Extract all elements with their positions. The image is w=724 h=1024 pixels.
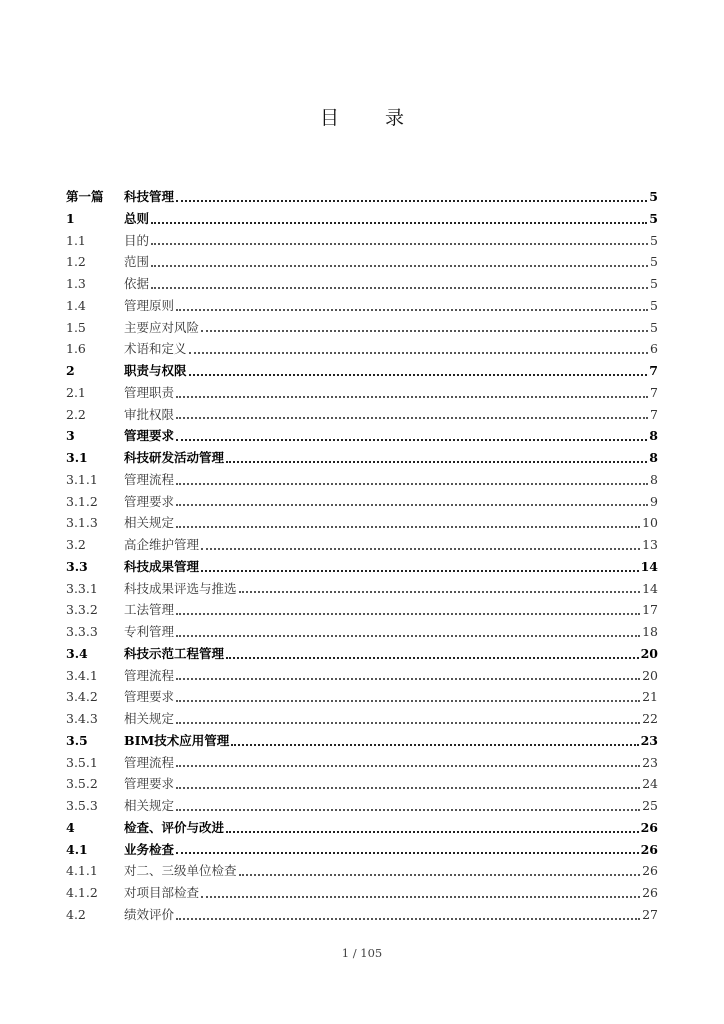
dot-leader — [176, 309, 648, 311]
toc-entry-page: 26 — [640, 819, 658, 835]
toc-entry-page: 22 — [642, 711, 658, 726]
toc-entry-number: 3.4.3 — [66, 711, 98, 726]
toc-entry-title: 科技管理 — [124, 189, 175, 204]
toc-entry-number: 第一篇 — [66, 189, 104, 204]
dot-leader — [201, 330, 648, 332]
toc-entry-title: 科技研发活动管理 — [124, 450, 225, 465]
toc-entry-number: 3.3.1 — [66, 580, 98, 596]
toc-entry-number: 3.4.1 — [66, 667, 98, 683]
toc-entry[interactable] — [66, 512, 658, 534]
toc-entry[interactable] — [66, 708, 658, 730]
dot-leader — [226, 461, 647, 463]
toc-entry[interactable] — [66, 730, 658, 752]
toc-entry[interactable] — [66, 251, 658, 273]
toc-entry[interactable] — [66, 273, 658, 295]
toc-entry-number: 3.1 — [66, 450, 88, 465]
toc-entry-number: 3.1.2 — [66, 493, 98, 509]
toc-entry-number: 3 — [66, 428, 75, 444]
dot-leader — [151, 243, 648, 245]
dot-leader — [176, 417, 648, 419]
dot-leader — [189, 374, 648, 376]
toc-entry-page: 5 — [649, 189, 658, 204]
dot-leader — [176, 700, 640, 702]
dot-leader — [176, 613, 640, 615]
toc-entry-title: BIM技术应用管理 — [124, 732, 230, 748]
toc-entry-page: 7 — [650, 384, 658, 400]
toc-entry-number: 1.3 — [66, 276, 86, 291]
toc-entry-page: 26 — [642, 885, 658, 900]
toc-entry[interactable] — [66, 360, 658, 382]
toc-entry-title: 科技成果管理 — [124, 558, 200, 574]
toc-entry[interactable] — [66, 643, 658, 665]
dot-leader — [176, 504, 648, 506]
toc-entry[interactable] — [66, 839, 658, 861]
toc-entry-title: 对二、三级单位检查 — [124, 863, 237, 879]
toc-entry[interactable] — [66, 295, 658, 317]
toc-entry-page: 8 — [649, 450, 658, 465]
dot-leader — [226, 657, 639, 659]
toc-entry-title: 对项目部检查 — [124, 885, 200, 900]
toc-entry-page: 8 — [649, 428, 658, 444]
toc-entry-page: 9 — [650, 493, 658, 509]
toc-entry-page: 5 — [650, 276, 658, 291]
toc-entry[interactable] — [66, 230, 658, 252]
dot-leader — [176, 678, 640, 680]
dot-leader — [239, 874, 641, 876]
dot-leader — [189, 352, 648, 354]
toc-entry[interactable] — [66, 904, 658, 926]
toc-entry-page: 5 — [649, 210, 658, 226]
toc-entry-page: 14 — [640, 558, 658, 574]
toc-entry-number: 3.4.2 — [66, 689, 98, 705]
toc-entry-page: 24 — [642, 776, 658, 792]
dot-leader — [239, 591, 641, 593]
toc-entry-number: 3.3.3 — [66, 624, 98, 639]
dot-leader — [201, 548, 640, 550]
page-footer: 1 / 105 — [341, 946, 383, 960]
toc-entry-title: 管理要求 — [124, 689, 175, 705]
toc-entry-title: 审批权限 — [124, 406, 175, 422]
dot-leader — [176, 765, 640, 767]
toc-entry-number: 3.5.2 — [66, 776, 98, 792]
toc-entry-title: 高企维护管理 — [124, 537, 200, 552]
toc-entry[interactable] — [66, 382, 658, 404]
toc-entry-page: 17 — [642, 602, 658, 618]
toc-entry-title: 管理流程 — [124, 754, 175, 770]
toc-entry-title: 相关规定 — [124, 798, 175, 813]
toc-entry-number: 4 — [66, 819, 75, 835]
toc-entry-page: 7 — [649, 363, 658, 378]
dot-leader — [226, 831, 639, 833]
dot-leader — [176, 200, 647, 202]
toc-entry[interactable] — [66, 795, 658, 817]
toc-entry-title: 主要应对风险 — [124, 319, 200, 335]
toc-entry-page: 5 — [650, 319, 658, 335]
toc-entry-title: 科技示范工程管理 — [124, 645, 225, 661]
toc-entry[interactable] — [66, 621, 658, 643]
toc-entry-number: 4.2 — [66, 906, 86, 922]
dot-leader — [176, 635, 640, 637]
toc-entry-page: 8 — [650, 471, 658, 487]
toc-entry-page: 14 — [642, 580, 658, 596]
toc-entry-title: 管理要求 — [124, 776, 175, 792]
toc-entry-number: 2.1 — [66, 384, 86, 400]
toc-entry-number: 3.5.1 — [66, 754, 98, 770]
dot-leader — [176, 918, 640, 920]
toc-entry-page: 10 — [642, 515, 658, 531]
dot-leader — [176, 483, 648, 485]
toc-entry[interactable] — [66, 208, 658, 230]
toc-title: 目 录 — [319, 107, 425, 129]
dot-leader — [151, 265, 648, 267]
toc-entry-number: 3.5.3 — [66, 798, 98, 813]
toc-entry-number: 4.1.2 — [66, 885, 98, 900]
dot-leader — [176, 852, 639, 854]
toc-entry[interactable] — [66, 599, 658, 621]
toc-entry-title: 工法管理 — [124, 602, 175, 618]
toc-entry-page: 7 — [650, 406, 658, 422]
toc-entry-title: 专利管理 — [124, 624, 175, 639]
toc-entry-number: 3.2 — [66, 537, 86, 552]
toc-entry-title: 绩效评价 — [124, 906, 175, 922]
toc-entry-number: 3.1.1 — [66, 471, 98, 487]
toc-entry-number: 1.6 — [66, 341, 86, 357]
toc-entry-page: 21 — [642, 689, 658, 705]
toc-entry-number: 4.1 — [66, 841, 88, 857]
dot-leader — [176, 526, 640, 528]
toc-entry-page: 20 — [642, 667, 658, 683]
toc-entry-title: 检查、评价与改进 — [124, 819, 225, 835]
toc-entry-page: 26 — [640, 841, 658, 857]
dot-leader — [176, 396, 648, 398]
toc-entry-number: 1.4 — [66, 297, 86, 313]
toc-entry-title: 范围 — [124, 254, 150, 270]
toc-entry-page: 26 — [642, 863, 658, 879]
toc-entry[interactable] — [66, 665, 658, 687]
toc-entry-page: 27 — [642, 906, 658, 922]
dot-leader — [176, 722, 640, 724]
toc-entry[interactable] — [66, 469, 658, 491]
toc-entry-page: 5 — [650, 232, 658, 248]
toc-entry-page: 5 — [650, 254, 658, 270]
toc-entry-title: 目的 — [124, 232, 150, 248]
toc-entry[interactable] — [66, 578, 658, 600]
dot-leader — [176, 787, 640, 789]
toc-entry-number: 3.5 — [66, 732, 88, 748]
toc-entry-title: 管理流程 — [124, 667, 175, 683]
toc-entry-page: 13 — [642, 537, 658, 552]
toc-entry[interactable] — [66, 186, 658, 208]
toc-entry-number: 4.1.1 — [66, 863, 98, 879]
dot-leader — [151, 287, 648, 289]
toc-entry-title: 术语和定义 — [124, 341, 187, 357]
toc-entry-page: 23 — [642, 754, 658, 770]
toc-entry-title: 总则 — [124, 210, 150, 226]
toc-entry-title: 相关规定 — [124, 515, 175, 531]
toc-entry[interactable] — [66, 773, 658, 795]
toc-entry[interactable] — [66, 491, 658, 513]
dot-leader — [201, 896, 640, 898]
toc-entry[interactable] — [66, 882, 658, 904]
toc-entry[interactable] — [66, 686, 658, 708]
toc-entry-number: 1.2 — [66, 254, 86, 270]
toc-entry[interactable] — [66, 752, 658, 774]
toc-entry-title: 科技成果评选与推选 — [124, 580, 237, 596]
dot-leader — [176, 439, 647, 441]
dot-leader — [176, 809, 640, 811]
toc-entry-page: 18 — [642, 624, 658, 639]
table-of-contents — [66, 186, 658, 926]
toc-entry-number: 1.5 — [66, 319, 86, 335]
toc-entry-title: 相关规定 — [124, 711, 175, 726]
toc-entry-title: 管理要求 — [124, 428, 175, 444]
toc-entry-title: 管理职责 — [124, 384, 175, 400]
toc-entry-number: 3.1.3 — [66, 515, 98, 531]
toc-entry-number: 3.3 — [66, 558, 88, 574]
toc-entry[interactable] — [66, 404, 658, 426]
dot-leader — [151, 222, 647, 224]
toc-entry-number: 1.1 — [66, 232, 86, 248]
toc-entry-title: 职责与权限 — [124, 363, 187, 378]
toc-entry[interactable] — [66, 556, 658, 578]
toc-entry-number: 2 — [66, 363, 75, 378]
toc-entry-title: 管理要求 — [124, 493, 175, 509]
toc-entry[interactable] — [66, 534, 658, 556]
toc-entry-page: 25 — [642, 798, 658, 813]
toc-entry[interactable] — [66, 447, 658, 469]
toc-entry[interactable] — [66, 338, 658, 360]
toc-entry-page: 23 — [640, 732, 658, 748]
toc-entry[interactable] — [66, 860, 658, 882]
dot-leader — [231, 744, 638, 746]
toc-entry-number: 2.2 — [66, 406, 86, 422]
toc-entry-number: 3.3.2 — [66, 602, 98, 618]
toc-entry-title: 管理流程 — [124, 471, 175, 487]
toc-entry[interactable] — [66, 817, 658, 839]
dot-leader — [201, 570, 639, 572]
toc-entry-page: 6 — [650, 341, 658, 357]
toc-entry-page: 5 — [650, 297, 658, 313]
toc-entry-number: 1 — [66, 210, 75, 226]
toc-entry-title: 业务检查 — [124, 841, 175, 857]
toc-entry-page: 20 — [640, 645, 658, 661]
toc-entry-number: 3.4 — [66, 645, 88, 661]
toc-entry[interactable] — [66, 317, 658, 339]
toc-entry[interactable] — [66, 425, 658, 447]
toc-entry-title: 依据 — [124, 276, 150, 291]
toc-entry-title: 管理原则 — [124, 297, 175, 313]
